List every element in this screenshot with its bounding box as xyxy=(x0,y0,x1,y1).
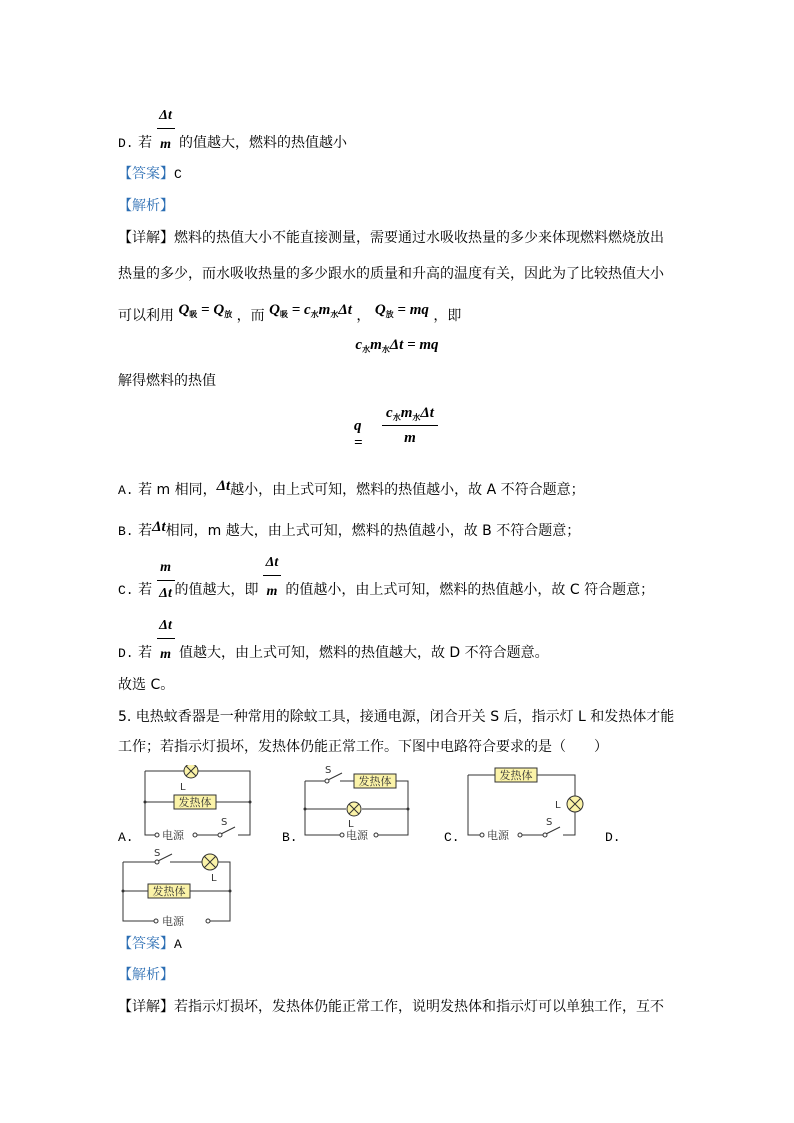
q5-detail-line-1: 【详解】若指示灯损坏，发热体仍能正常工作，说明发热体和指示灯可以单独工作，互不 xyxy=(118,999,664,1015)
svg-text:电源: 电源 xyxy=(162,829,184,840)
question-5-line-2: 工作；若指示灯损坏，发热体仍能正常工作。下图中电路符合要求的是（ ） xyxy=(118,739,608,755)
circuit-diagram-c[interactable] xyxy=(465,765,585,840)
svg-text:S: S xyxy=(325,765,332,776)
equation-q-absorb-eq-q-release: $Q_吸 = Q_放$ xyxy=(178,302,233,319)
svg-text:L: L xyxy=(180,782,186,793)
circuit-diagram-d[interactable] xyxy=(118,848,238,926)
equation-center-1: $c_水m_水\Delta t$ = mq xyxy=(355,337,439,354)
solve-text: 解得燃料的热值 xyxy=(118,373,216,389)
option-d: D. 若 $\frac{\Delta t}{m}$ 的值越大，燃料的热值越小 xyxy=(118,108,347,152)
option-b-label[interactable]: B. xyxy=(282,830,298,845)
analysis-option-a: A. 若 m 相同，Δt越小，由上式可知，燃料的热值越小，故 A 不符合题意； xyxy=(118,478,585,498)
svg-text:L: L xyxy=(555,800,561,811)
analysis-option-b: B. 若Δt相同，m 越大，由上式可知，燃料的热值越小，故 B 不符合题意； xyxy=(118,519,581,539)
svg-text:发热体: 发热体 xyxy=(152,885,186,898)
detail-line-1: 【详解】燃料的热值大小不能直接测量，需要通过水吸收热量的多少来体现燃料燃烧放出 xyxy=(118,230,664,246)
svg-text:发热体: 发热体 xyxy=(358,775,392,788)
svg-text:S: S xyxy=(546,817,553,828)
conclusion: 故选 C。 xyxy=(118,677,175,693)
equation-q-release: $Q_放$ = mq xyxy=(374,302,429,319)
detail-line-2: 热量的多少，而水吸收热量的多少跟水的质量和升高的温度有关，因此为了比较热值大小 xyxy=(118,266,664,282)
fraction-m-over-dt: $\frac{m}{\Delta t}$ xyxy=(157,580,175,600)
equation-q-absorb: $Q_吸 = c_水m_水\Delta t$ xyxy=(269,302,352,319)
analysis-option-c: C. 若 $\frac{m}{\Delta t}$ 的值越大，即 $\frac{\Delta t}{m}$ 的值越小，由上式可知，燃料的热值越小，故 C 符合题意； xyxy=(118,555,655,601)
circuit-diagram-b[interactable] xyxy=(300,765,420,840)
answer-value: C xyxy=(174,167,182,182)
fraction-dt-over-m: $\frac{\Delta t}{m}$ xyxy=(157,643,175,663)
svg-text:S: S xyxy=(154,848,161,859)
detail-line-3: 可以利用 $Q_吸 = Q_放$ ，而 $Q_吸 = c_水m_水\Delta t$ ， $Q_放$ = mq ，即 xyxy=(118,302,462,324)
answer-line xyxy=(118,164,182,185)
option-a-label[interactable]: A. xyxy=(118,830,134,845)
svg-text:发热体: 发热体 xyxy=(178,796,212,809)
q5-analysis-tag: 【解析】 xyxy=(118,967,174,983)
svg-text:S: S xyxy=(221,817,228,828)
fraction-dt-over-m: $\frac{\Delta t}{m}$ xyxy=(263,580,281,600)
analysis-tag: 【解析】 xyxy=(118,198,174,214)
analysis-option-d: D. 若 $\frac{\Delta t}{m}$ 值越大，由上式可知，燃料的热值越大，故 D 不符合题意。 xyxy=(118,618,549,662)
fraction-dt-over-m: $\frac{\Delta t}{m}$ xyxy=(157,133,175,153)
detail-tag: 【详解】 xyxy=(118,230,174,246)
svg-text:L: L xyxy=(211,873,217,884)
svg-text:电源: 电源 xyxy=(487,829,509,840)
question-5-line-1: 5. 电热蚊香器是一种常用的除蚊工具，接通电源，闭合开关 S 后，指示灯 L 和发热体才能 xyxy=(118,709,675,725)
q5-answer-line: 【答案】A xyxy=(118,936,182,952)
svg-text:L: L xyxy=(348,819,354,830)
option-d-label[interactable]: D. xyxy=(605,830,621,845)
svg-text:电源: 电源 xyxy=(346,829,368,840)
answer-tag: 【答案】 xyxy=(118,166,174,182)
circuit-diagram-a[interactable] xyxy=(140,765,260,840)
svg-text:电源: 电源 xyxy=(162,915,184,926)
svg-text:发热体: 发热体 xyxy=(499,769,533,782)
option-c-label[interactable]: C. xyxy=(444,830,460,845)
